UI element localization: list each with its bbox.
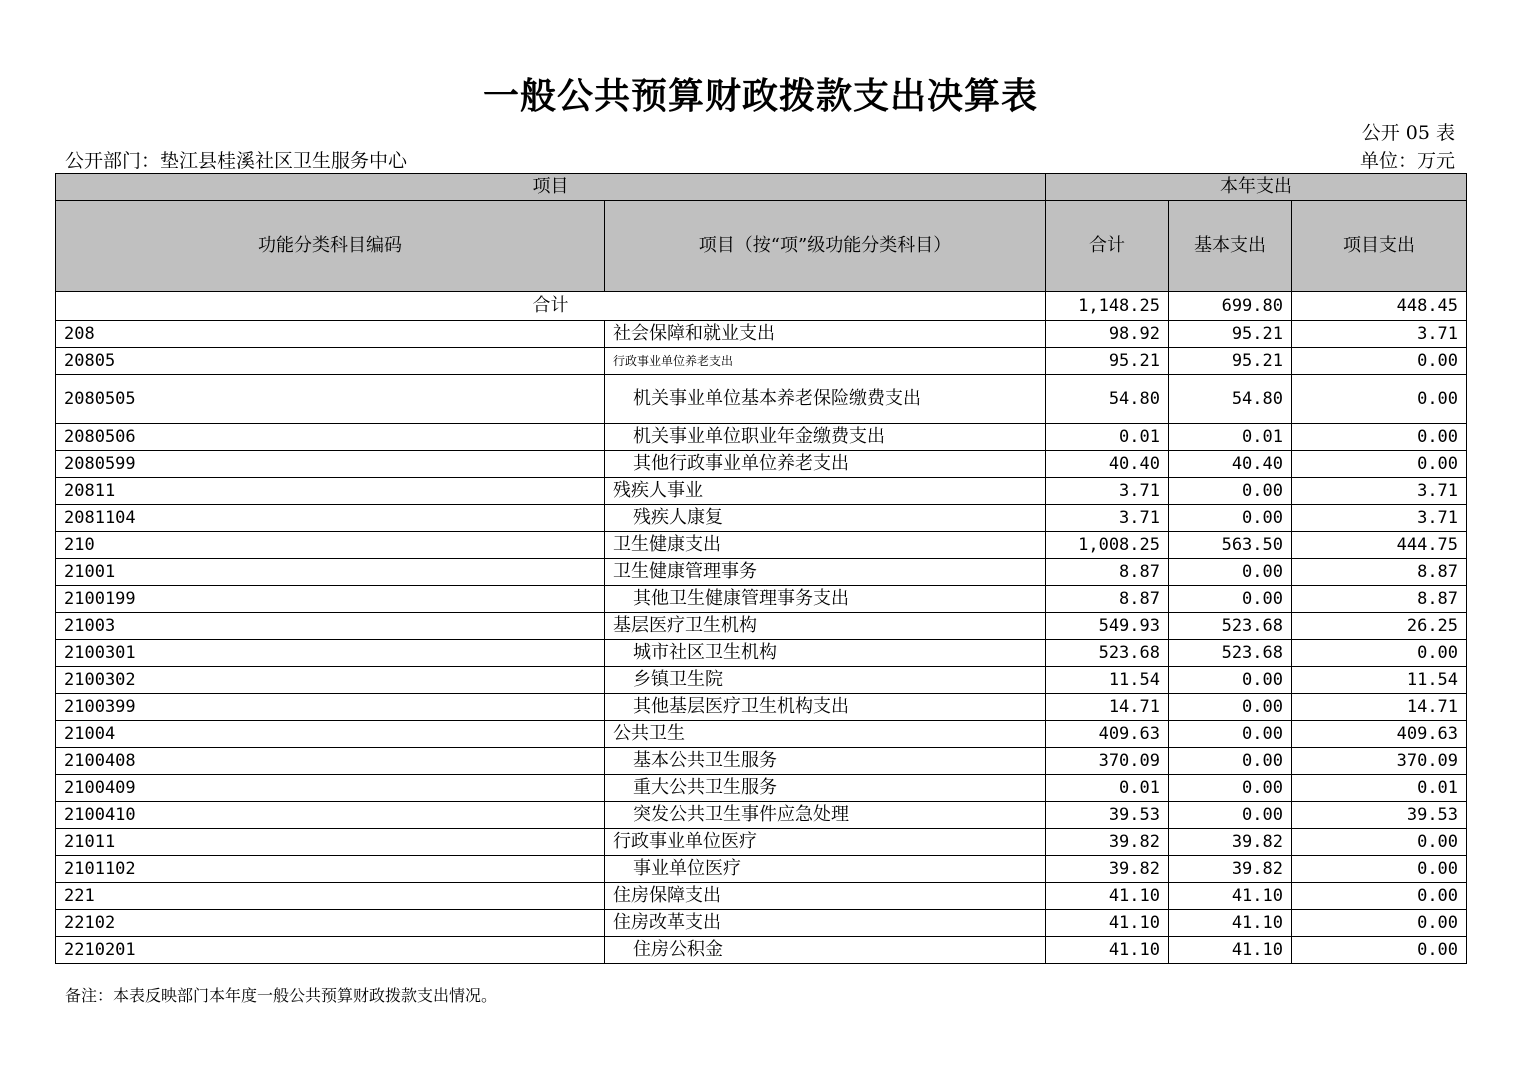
cell-basic: 0.01 <box>1169 424 1292 451</box>
cell-basic: 0.00 <box>1169 748 1292 775</box>
table-row <box>56 802 1467 829</box>
cell-basic: 39.82 <box>1169 829 1292 856</box>
table-row <box>56 424 1467 451</box>
cell-code: 2080505 <box>56 375 605 424</box>
total-label: 合计 <box>56 292 1046 321</box>
cell-basic: 41.10 <box>1169 910 1292 937</box>
table-row <box>56 883 1467 910</box>
cell-name: 基本公共卫生服务 <box>605 748 1046 775</box>
department-label: 公开部门：垫江县桂溪社区卫生服务中心 <box>65 150 408 172</box>
cell-basic: 41.10 <box>1169 883 1292 910</box>
cell-total: 0.01 <box>1046 775 1169 802</box>
cell-basic: 41.10 <box>1169 937 1292 964</box>
header-total: 合计 <box>1046 201 1169 292</box>
cell-project: 11.54 <box>1292 667 1467 694</box>
form-number: 公开 05 表 <box>1361 122 1455 144</box>
cell-code: 21011 <box>56 829 605 856</box>
cell-name: 城市社区卫生机构 <box>605 640 1046 667</box>
cell-basic: 0.00 <box>1169 478 1292 505</box>
total-row <box>56 292 1467 321</box>
cell-code: 2080506 <box>56 424 605 451</box>
cell-basic: 0.00 <box>1169 694 1292 721</box>
cell-total: 1,008.25 <box>1046 532 1169 559</box>
cell-name: 机关事业单位职业年金缴费支出 <box>605 424 1046 451</box>
page-title: 一般公共预算财政拨款支出决算表 <box>482 75 1038 117</box>
table-row <box>56 829 1467 856</box>
cell-code: 22102 <box>56 910 605 937</box>
cell-total: 41.10 <box>1046 910 1169 937</box>
cell-name: 卫生健康管理事务 <box>605 559 1046 586</box>
cell-total: 98.92 <box>1046 321 1169 348</box>
cell-total: 3.71 <box>1046 478 1169 505</box>
cell-code: 2101102 <box>56 856 605 883</box>
cell-name: 住房保障支出 <box>605 883 1046 910</box>
table-row <box>56 721 1467 748</box>
table-row <box>56 559 1467 586</box>
cell-code: 208 <box>56 321 605 348</box>
cell-name: 突发公共卫生事件应急处理 <box>605 802 1046 829</box>
cell-name: 其他行政事业单位养老支出 <box>605 451 1046 478</box>
cell-total: 370.09 <box>1046 748 1169 775</box>
cell-basic: 0.00 <box>1169 721 1292 748</box>
cell-code: 2100408 <box>56 748 605 775</box>
cell-project: 0.00 <box>1292 348 1467 375</box>
table-row <box>56 694 1467 721</box>
cell-project: 0.00 <box>1292 451 1467 478</box>
cell-basic: 0.00 <box>1169 559 1292 586</box>
cell-project: 3.71 <box>1292 505 1467 532</box>
cell-name: 残疾人康复 <box>605 505 1046 532</box>
table-row <box>56 856 1467 883</box>
cell-total: 409.63 <box>1046 721 1169 748</box>
footnote: 备注：本表反映部门本年度一般公共预算财政拨款支出情况。 <box>65 986 498 1005</box>
cell-basic: 95.21 <box>1169 321 1292 348</box>
table-body <box>56 292 1467 964</box>
cell-total: 523.68 <box>1046 640 1169 667</box>
cell-code: 2080599 <box>56 451 605 478</box>
table-row <box>56 613 1467 640</box>
total-project: 448.45 <box>1292 292 1467 321</box>
cell-project: 444.75 <box>1292 532 1467 559</box>
cell-code: 2100301 <box>56 640 605 667</box>
cell-total: 41.10 <box>1046 883 1169 910</box>
cell-name: 基层医疗卫生机构 <box>605 613 1046 640</box>
cell-name: 行政事业单位养老支出 <box>605 348 1046 375</box>
cell-total: 41.10 <box>1046 937 1169 964</box>
cell-code: 210 <box>56 532 605 559</box>
cell-total: 11.54 <box>1046 667 1169 694</box>
cell-project: 0.00 <box>1292 937 1467 964</box>
cell-basic: 0.00 <box>1169 802 1292 829</box>
cell-name: 行政事业单位医疗 <box>605 829 1046 856</box>
cell-code: 2100302 <box>56 667 605 694</box>
cell-code: 20805 <box>56 348 605 375</box>
cell-code: 2100410 <box>56 802 605 829</box>
table-row <box>56 586 1467 613</box>
table-row <box>56 910 1467 937</box>
cell-code: 2100409 <box>56 775 605 802</box>
cell-project: 8.87 <box>1292 559 1467 586</box>
cell-project: 3.71 <box>1292 478 1467 505</box>
table-row <box>56 505 1467 532</box>
cell-name: 住房改革支出 <box>605 910 1046 937</box>
cell-basic: 39.82 <box>1169 856 1292 883</box>
cell-project: 0.00 <box>1292 856 1467 883</box>
cell-project: 0.00 <box>1292 375 1467 424</box>
cell-name: 住房公积金 <box>605 937 1046 964</box>
table-row <box>56 937 1467 964</box>
table-row <box>56 478 1467 505</box>
header-expense-group: 本年支出 <box>1046 174 1467 201</box>
cell-code: 2100399 <box>56 694 605 721</box>
cell-code: 2210201 <box>56 937 605 964</box>
cell-name: 其他基层医疗卫生机构支出 <box>605 694 1046 721</box>
cell-code: 21001 <box>56 559 605 586</box>
header-project-group: 项目 <box>56 174 1046 201</box>
cell-basic: 0.00 <box>1169 505 1292 532</box>
cell-total: 39.53 <box>1046 802 1169 829</box>
header-name: 项目（按“项”级功能分类科目） <box>605 201 1046 292</box>
cell-total: 8.87 <box>1046 559 1169 586</box>
cell-project: 370.09 <box>1292 748 1467 775</box>
table-row <box>56 451 1467 478</box>
cell-project: 0.00 <box>1292 883 1467 910</box>
cell-basic: 563.50 <box>1169 532 1292 559</box>
cell-basic: 0.00 <box>1169 586 1292 613</box>
cell-code: 21003 <box>56 613 605 640</box>
table-row <box>56 775 1467 802</box>
cell-name: 事业单位医疗 <box>605 856 1046 883</box>
cell-total: 3.71 <box>1046 505 1169 532</box>
cell-name: 乡镇卫生院 <box>605 667 1046 694</box>
cell-code: 20811 <box>56 478 605 505</box>
cell-name: 机关事业单位基本养老保险缴费支出 <box>605 375 1046 424</box>
cell-project: 39.53 <box>1292 802 1467 829</box>
table-row <box>56 321 1467 348</box>
cell-name: 残疾人事业 <box>605 478 1046 505</box>
cell-total: 39.82 <box>1046 856 1169 883</box>
table-row <box>56 375 1467 424</box>
cell-code: 2081104 <box>56 505 605 532</box>
cell-name: 社会保障和就业支出 <box>605 321 1046 348</box>
cell-basic: 0.00 <box>1169 667 1292 694</box>
cell-basic: 523.68 <box>1169 640 1292 667</box>
cell-basic: 0.00 <box>1169 775 1292 802</box>
header-project: 项目支出 <box>1292 201 1467 292</box>
header-code: 功能分类科目编码 <box>56 201 605 292</box>
expenditure-table <box>55 173 1467 964</box>
table-row <box>56 348 1467 375</box>
header-basic: 基本支出 <box>1169 201 1292 292</box>
cell-total: 95.21 <box>1046 348 1169 375</box>
cell-total: 549.93 <box>1046 613 1169 640</box>
cell-name: 其他卫生健康管理事务支出 <box>605 586 1046 613</box>
total-total: 1,148.25 <box>1046 292 1169 321</box>
cell-total: 54.80 <box>1046 375 1169 424</box>
cell-name: 公共卫生 <box>605 721 1046 748</box>
cell-project: 0.01 <box>1292 775 1467 802</box>
cell-name: 重大公共卫生服务 <box>605 775 1046 802</box>
cell-basic: 95.21 <box>1169 348 1292 375</box>
cell-total: 0.01 <box>1046 424 1169 451</box>
cell-project: 0.00 <box>1292 910 1467 937</box>
cell-project: 14.71 <box>1292 694 1467 721</box>
cell-project: 8.87 <box>1292 586 1467 613</box>
cell-name: 卫生健康支出 <box>605 532 1046 559</box>
table-row <box>56 532 1467 559</box>
table-row <box>56 640 1467 667</box>
cell-project: 0.00 <box>1292 424 1467 451</box>
cell-basic: 54.80 <box>1169 375 1292 424</box>
cell-basic: 523.68 <box>1169 613 1292 640</box>
table-row <box>56 667 1467 694</box>
cell-code: 21004 <box>56 721 605 748</box>
cell-project: 409.63 <box>1292 721 1467 748</box>
cell-code: 221 <box>56 883 605 910</box>
unit-label: 单位：万元 <box>1359 150 1455 172</box>
cell-total: 8.87 <box>1046 586 1169 613</box>
cell-total: 39.82 <box>1046 829 1169 856</box>
cell-total: 14.71 <box>1046 694 1169 721</box>
cell-project: 0.00 <box>1292 829 1467 856</box>
cell-code: 2100199 <box>56 586 605 613</box>
cell-project: 0.00 <box>1292 640 1467 667</box>
cell-project: 26.25 <box>1292 613 1467 640</box>
total-basic: 699.80 <box>1169 292 1292 321</box>
table-row <box>56 748 1467 775</box>
cell-basic: 40.40 <box>1169 451 1292 478</box>
cell-project: 3.71 <box>1292 321 1467 348</box>
cell-total: 40.40 <box>1046 451 1169 478</box>
